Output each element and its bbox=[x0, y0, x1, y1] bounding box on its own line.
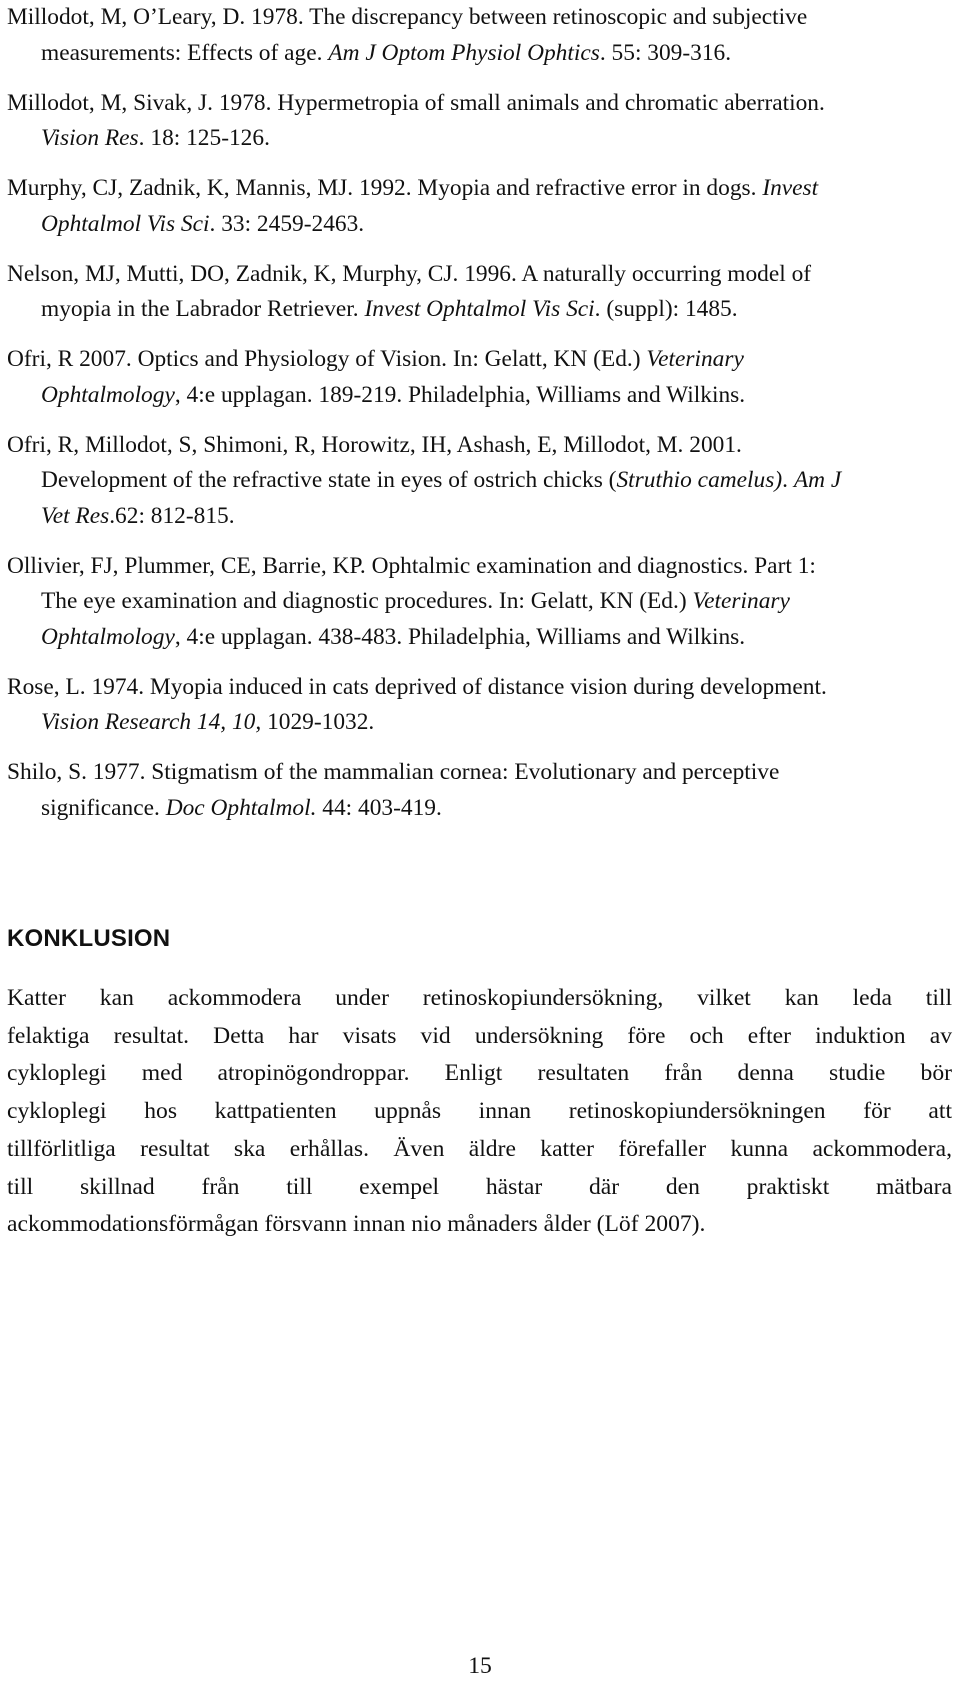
reference-entry bbox=[7, 257, 952, 328]
reference-list bbox=[7, 0, 952, 841]
reference-segment: Development of the refractive state in eyes of ostrich chicks ( bbox=[41, 467, 617, 493]
reference-segment: Millodot, M, O’Leary, D. 1978. The discrepancy between retinoscopic and subjective bbox=[7, 4, 808, 30]
reference-line bbox=[7, 0, 952, 36]
conclusion-line: felaktiga resultat. Detta har visats vid undersökning före och efter induktion av bbox=[7, 1022, 952, 1049]
reference-line bbox=[41, 292, 952, 328]
reference-segment: Rose, L. 1974. Myopia induced in cats deprived of distance vision during development. bbox=[7, 673, 827, 700]
reference-line bbox=[41, 378, 952, 414]
reference-italic-segment: Veterinary bbox=[646, 346, 744, 372]
reference-segment: Nelson, MJ, Mutti, DO, Zadnik, K, Murphy, CJ. 1996. A naturally occurring model of bbox=[7, 260, 812, 287]
reference-italic-segment: Doc Ophtalmol. bbox=[165, 794, 317, 821]
conclusion-line: ackommodationsförmågan försvann innan nio månaders ålder (Löf 2007). bbox=[7, 1211, 706, 1238]
reference-segment: Murphy, CJ, Zadnik, K, Mannis, MJ. 1992. Myopia and refractive error in dogs. bbox=[7, 175, 763, 201]
reference-segment: Ofri, R, Millodot, S, Shimoni, R, Horowitz, IH, Ashash, E, Millodot, M. 2001. bbox=[7, 431, 742, 458]
reference-line bbox=[7, 755, 952, 791]
reference-segment: 1029-1032. bbox=[261, 709, 375, 735]
reference-entry bbox=[7, 428, 952, 535]
reference-segment: . 33: 2459-2463. bbox=[209, 210, 365, 237]
reference-line bbox=[41, 121, 952, 157]
reference-line bbox=[7, 171, 952, 207]
reference-italic-segment: Vision Research 14, 10, bbox=[41, 709, 262, 735]
reference-line bbox=[7, 342, 952, 378]
reference-italic-segment: Vet Res bbox=[41, 502, 110, 529]
reference-italic-segment: Invest Ophtalmol Vis Sci bbox=[364, 296, 595, 322]
reference-line bbox=[41, 584, 952, 620]
reference-entry bbox=[7, 0, 952, 71]
conclusion-line: tillförlitliga resultat ska erhållas. Även äldre katter förefaller kunna ackommodera, bbox=[7, 1135, 952, 1162]
reference-segment: . 18: 125-126. bbox=[138, 125, 270, 151]
reference-line bbox=[7, 86, 952, 122]
conclusion-line: cykloplegi hos kattpatienten uppnås innan retinoskopiundersökningen för att bbox=[7, 1098, 952, 1125]
reference-entry bbox=[7, 755, 952, 826]
conclusion-line: Katter kan ackommodera under retinoskopiundersökning, vilket kan leda till bbox=[7, 985, 952, 1011]
conclusion-line: till skillnad från till exempel hästar där den praktiskt mätbara bbox=[7, 1173, 952, 1200]
reference-segment: , 4:e upplagan. 189-219. Philadelphia, Williams and Wilkins. bbox=[174, 381, 746, 408]
reference-italic-segment: Veterinary bbox=[692, 588, 790, 614]
reference-italic-segment: Invest bbox=[762, 175, 819, 201]
reference-segment: myopia in the Labrador Retriever. bbox=[41, 296, 365, 322]
reference-segment: . 55: 309-316. bbox=[599, 39, 732, 66]
reference-line bbox=[7, 670, 952, 706]
reference-segment: measurements: Effects of age. bbox=[41, 39, 329, 66]
reference-italic-segment: Vision Res bbox=[41, 125, 139, 151]
reference-segment: .62: 812-815. bbox=[109, 502, 235, 529]
reference-segment: . bbox=[782, 467, 794, 493]
reference-line bbox=[41, 705, 952, 741]
reference-entry bbox=[7, 171, 952, 242]
reference-italic-segment: Ophtalmol Vis Sci bbox=[41, 210, 210, 237]
reference-line bbox=[7, 257, 952, 293]
reference-italic-segment: Am J bbox=[793, 467, 842, 493]
reference-line bbox=[41, 463, 952, 499]
reference-segment: Ollivier, FJ, Plummer, CE, Barrie, KP. Ophtalmic examination and diagnostics. Part 1: bbox=[7, 552, 816, 579]
reference-entry bbox=[7, 670, 952, 741]
reference-line bbox=[7, 549, 952, 585]
conclusion-paragraph bbox=[7, 980, 952, 1244]
reference-italic-segment: Am J Optom Physiol Ophtics bbox=[328, 39, 600, 66]
reference-line bbox=[41, 620, 952, 656]
page-number: 15 bbox=[468, 1653, 492, 1679]
reference-segment: Shilo, S. 1977. Stigmatism of the mammalian cornea: Evolutionary and perceptive bbox=[7, 759, 780, 785]
section-heading: KONKLUSION bbox=[7, 925, 171, 952]
reference-italic-segment: Ophtalmology bbox=[41, 381, 175, 408]
reference-line bbox=[7, 428, 952, 464]
reference-entry bbox=[7, 549, 952, 656]
reference-line bbox=[41, 499, 952, 535]
reference-segment: . (suppl): 1485. bbox=[594, 296, 738, 322]
reference-entry bbox=[7, 342, 952, 413]
reference-line bbox=[41, 791, 952, 827]
reference-segment: , 4:e upplagan. 438-483. Philadelphia, Williams and Wilkins. bbox=[174, 623, 746, 650]
reference-line bbox=[41, 207, 952, 243]
reference-italic-segment: Struthio camelus) bbox=[616, 467, 783, 493]
reference-italic-segment: Ophtalmology bbox=[41, 623, 175, 650]
conclusion-line: cykloplegi med atropinögondroppar. Enligt resultaten från denna studie bör bbox=[7, 1060, 952, 1087]
reference-segment: 44: 403-419. bbox=[316, 794, 442, 821]
reference-segment: Millodot, M, Sivak, J. 1978. Hypermetropia of small animals and chromatic aberration. bbox=[7, 89, 825, 116]
reference-entry bbox=[7, 86, 952, 157]
reference-segment: significance. bbox=[41, 794, 166, 821]
reference-segment: The eye examination and diagnostic procedures. In: Gelatt, KN (Ed.) bbox=[41, 588, 693, 614]
reference-line bbox=[41, 36, 952, 72]
reference-segment: Ofri, R 2007. Optics and Physiology of Vision. In: Gelatt, KN (Ed.) bbox=[7, 346, 647, 372]
